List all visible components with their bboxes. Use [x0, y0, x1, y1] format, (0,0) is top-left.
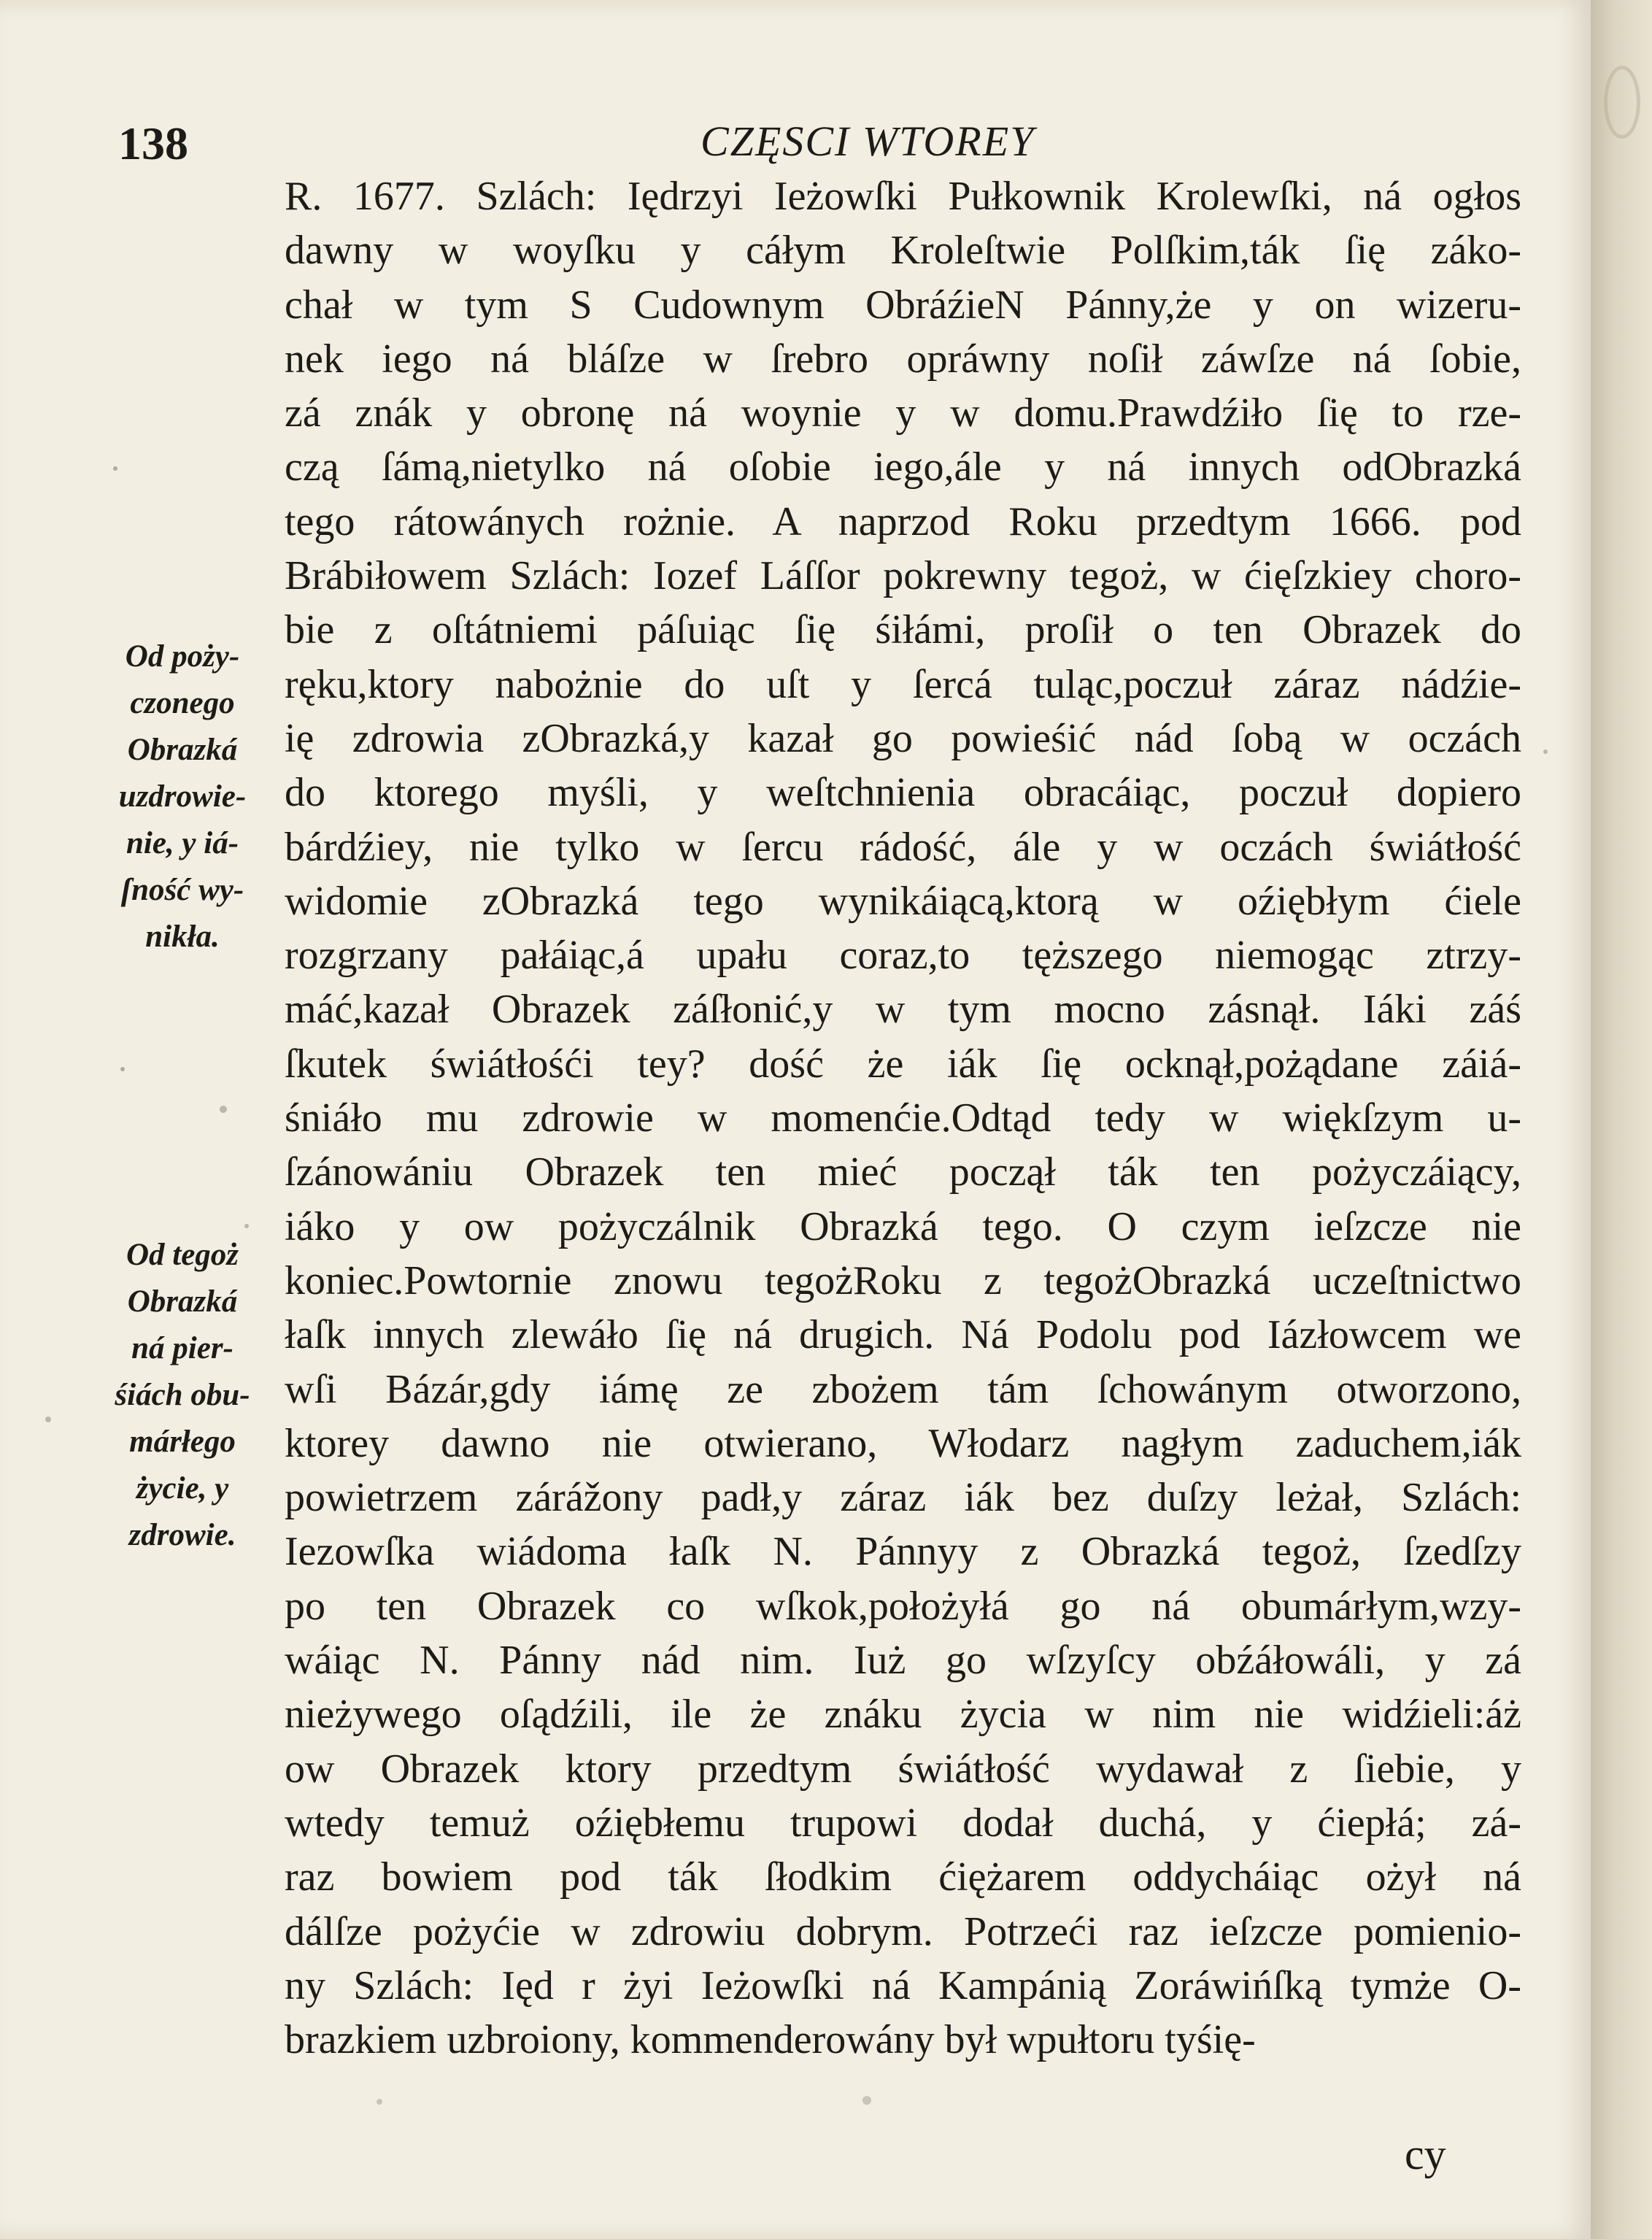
text-line: brazkiem uzbroiony, kommenderowány był wpułtoru tyśię-	[285, 2017, 1256, 2063]
margin-note-line: życie, y	[136, 1471, 229, 1506]
text-line: raz bowiem pod ták ſłodkim ćiężarem oddycháiąc ożył ná	[285, 1854, 1521, 1900]
text-line: ow Obrazek ktory przedtym świátłość wydawał z ſiebie, y	[285, 1746, 1521, 1792]
text-line: widomie zObrazká tego wynikáiącą,ktorą w oźiębłym ćiele	[285, 878, 1521, 924]
margin-note-line: zdrowie.	[128, 1518, 236, 1552]
margin-note-line: ſność wy-	[120, 873, 244, 907]
text-line: ny Szlách: Ięd r żyi Ieżowſki ná Kampánią Zoráwińſką tymże O-	[285, 1962, 1521, 2008]
margin-note-line: Obrazká	[127, 1284, 238, 1319]
text-line: po ten Obrazek co wſkok,położyłá go ná obumárłym,wzy-	[285, 1583, 1521, 1629]
margin-note-line: uzdrowie-	[118, 779, 247, 814]
catchword: cy	[1405, 2130, 1446, 2178]
running-header: CZĘSCI WTOREY	[700, 117, 1035, 165]
margin-note-line: ná pier-	[131, 1331, 233, 1365]
text-line: Iezowſka wiádoma łaſk N. Pánnyy z Obrazká tegoż, ſzedſzy	[285, 1529, 1521, 1575]
margin-note-line: nie, y iá-	[126, 826, 239, 860]
adjacent-page-edge	[1591, 0, 1652, 2239]
text-line: R. 1677. Szlách: Iędrzyi Ieżowſki Pułkownik Krolewſki, ná ogłos	[285, 174, 1521, 219]
margin-note-line: márłego	[129, 1425, 236, 1459]
text-line: iáko y ow pożyczálnik Obrazká tego. O czym ieſzcze nie	[285, 1203, 1521, 1249]
text-line: tego rátowánych rożnie. A naprzod Roku przedtym 1666. pod	[285, 498, 1521, 544]
text-line: rozgrzany pałáiąc,á upału coraz,to tęższego niemogąc ztrzy-	[285, 933, 1521, 979]
text-line: śniáło mu zdrowie w momenćie.Odtąd tedy w więkſzym u-	[285, 1095, 1521, 1141]
text-line: łaſk innych zlewáło ſię ná drugich. Ná Podolu pod Iázłowcem we	[285, 1312, 1521, 1358]
text-line: do ktorego myśli, y weſtchnienia obracáiąc, poczuł dopiero	[285, 770, 1521, 816]
text-line: chał w tym S Cudownym ObráźieN Pánny,że y on wizeru-	[285, 282, 1521, 328]
text-line: ſkutek świátłośći tey? dość że iák ſię ocknął,pożądane záiá-	[285, 1041, 1521, 1087]
margin-note-line: Od tegoż	[126, 1238, 239, 1272]
margin-note-line: nikła.	[145, 920, 220, 954]
text-line: dálſze pożyćie w zdrowiu dobrym. Potrzeći raz ieſzcze pomienio-	[285, 1908, 1521, 1954]
text-line: máć,kazał Obrazek záſłonić,y w tym mocno zásnął. Iáki záś	[285, 987, 1521, 1033]
text-line: powietrzem zárážony padł,y záraz iák bez duſzy leżał, Szlách:	[285, 1475, 1521, 1521]
margin-note-line: Obrazká	[127, 733, 238, 767]
margin-note-line: śiách obu-	[115, 1378, 250, 1412]
text-line: ręku,ktory nabożnie do uſt y ſercá tuląc,poczuł záraz nádźie-	[285, 661, 1521, 707]
text-line: Brábiłowem Szlách: Iozef Láſſor pokrewny tegoż, w ćięſzkiey choro-	[285, 553, 1521, 599]
text-line: koniec.Powtornie znowu tegożRoku z tegożObrazká uczeſtnictwo	[285, 1257, 1521, 1303]
text-line: wtedy temuż oźiębłemu trupowi dodał duchá, y ćiepłá; zá-	[285, 1800, 1521, 1846]
page-number: 138	[118, 117, 188, 169]
text-line: ſzánowániu Obrazek ten mieć począł ták ten pożyczáiący,	[285, 1149, 1521, 1195]
text-line: dawny w woyſku y cáłym Kroleſtwie Polſkim,ták ſię záko-	[285, 228, 1521, 274]
text-line: bie z oſtátniemi páſuiąc ſię śiłámi, proſił o ten Obrazek do	[285, 607, 1521, 653]
text-line: zá znák y obronę ná woynie y w domu.Prawdźiło ſię to rze-	[285, 390, 1521, 436]
text-line: ię zdrowia zObrazká,y kazał go powieśić nád ſobą w oczách	[285, 715, 1521, 761]
margin-note-line: Od poży-	[125, 639, 240, 674]
text-line: bárdźiey, nie tylko w ſercu rádość, ále y w oczách świátłość	[285, 824, 1521, 870]
text-line: nieżywego oſądźili, ile że znáku życia w nim nie widźieli:áż	[285, 1692, 1521, 1738]
text-line: nek iego ná bláſze w ſrebro opráwny noſił záwſze ná ſobie,	[285, 336, 1521, 382]
text-line: ktorey dawno nie otwierano, Włodarz nagłym zaduchem,iák	[285, 1420, 1521, 1466]
text-line: czą ſámą,nietylko ná oſobie iego,ále y ná innych odObrazká	[285, 444, 1521, 490]
page-edge-mark	[1604, 66, 1640, 139]
text-line: wáiąc N. Pánny nád nim. Iuż go wſzyſcy obźáłowáli, y zá	[285, 1638, 1521, 1684]
margin-note-line: czonego	[130, 686, 235, 720]
text-line: wſi Bázár,gdy iámę ze zbożem tám ſchowánym otworzono,	[285, 1366, 1521, 1412]
